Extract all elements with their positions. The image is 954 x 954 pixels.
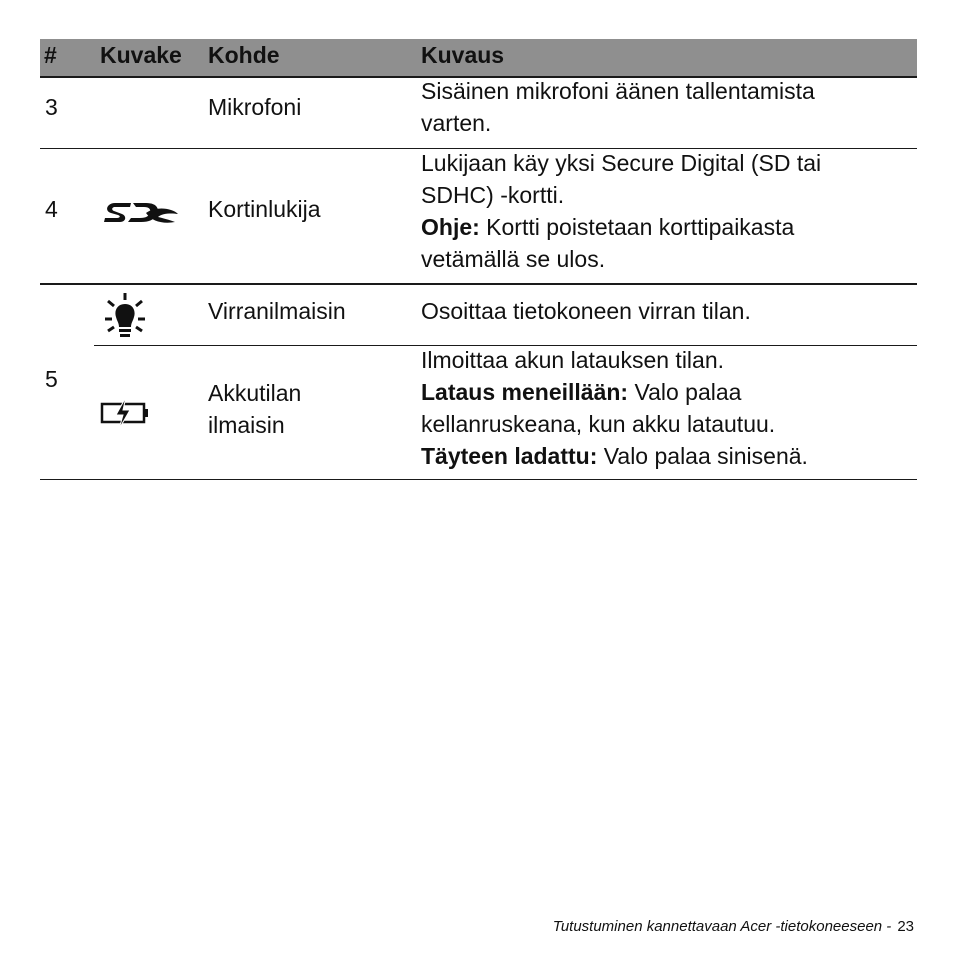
page-number: 23: [897, 918, 914, 935]
row-description: Ilmoittaa akun latauksen tilan. Lataus meneillään: Valo palaa kellanruskeana, kun akku latautuu. Täyteen ladattu: Valo palaa sinisenä.: [421, 347, 808, 469]
table-row: [40, 150, 917, 285]
table-row: [40, 285, 917, 481]
header-description: Kuvaus: [421, 42, 505, 68]
battery-charging-icon: [100, 395, 150, 436]
row-item: Kortinlukija: [208, 196, 321, 222]
page-footer: [553, 917, 914, 937]
row-number: 5: [45, 366, 58, 392]
row-description: Sisäinen mikrofoni äänen tallentamista varten.: [421, 78, 815, 136]
row-description: Lukijaan käy yksi Secure Digital (SD tai SDHC) -kortti. Ohje: Kortti poistetaan korttipaikasta vetämällä se ulos.: [421, 150, 822, 272]
table-header: [40, 39, 917, 78]
header-number: #: [44, 42, 57, 68]
sd-card-icon: [100, 200, 180, 235]
header-icon: Kuvake: [100, 42, 182, 68]
row-number: 4: [45, 196, 58, 222]
footer-text: Tutustuminen kannettavaan Acer -tietokoneeseen -: [552, 918, 892, 935]
row-description: Osoittaa tietokoneen virran tilan.: [421, 298, 751, 324]
row-item: Mikrofoni: [208, 94, 302, 120]
header-item: Kohde: [208, 42, 280, 68]
full-label: Täyteen ladattu:: [421, 443, 598, 469]
table-row: [40, 78, 917, 150]
row-divider: [40, 479, 917, 480]
note-label: Ohje:: [421, 214, 480, 240]
row-item: Virranilmaisin: [208, 298, 346, 324]
charging-label: Lataus meneillään:: [421, 379, 629, 405]
row-number: 3: [45, 94, 58, 120]
power-light-icon: [102, 291, 148, 346]
row-item: Akkutilan ilmaisin: [208, 380, 302, 438]
feature-table: [40, 39, 917, 481]
